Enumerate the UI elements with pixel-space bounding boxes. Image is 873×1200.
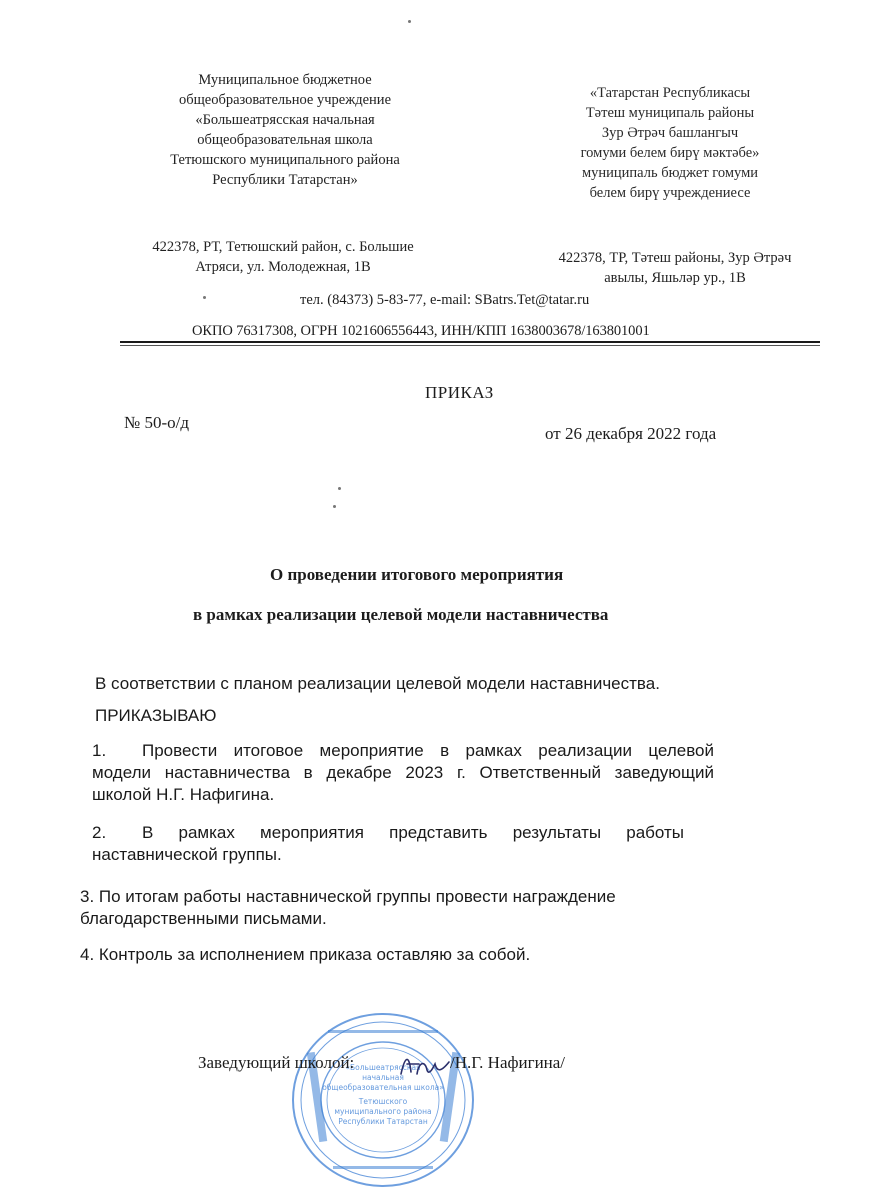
signature-label: Заведующий школой: [198,1053,355,1072]
header-right-line: Зур Әтрәч башлангыч [601,125,739,141]
header-left-line: общеобразовательная школа [197,132,373,148]
order-item-3 [80,886,616,930]
scan-speck [338,487,341,490]
order-item-number: 1. [92,741,107,760]
header-divider-thin [120,345,820,346]
order-item-1-line: модели наставничества в декабре 2023 г. Ответственный заведующий [92,763,714,782]
order-item-2-line [92,822,684,844]
document-date: от 26 декабря 2022 года [545,424,717,443]
document-number: № 50-о/д [124,413,190,432]
header-right-line: белем бирү учреждениесе [589,185,751,201]
contacts-line: тел. (84373) 5-83-77, e-mail: SBatrs.Tet@tatar.ru [300,292,590,308]
header-right-org-name [550,83,790,203]
header-left-line: общеобразовательное учреждение [178,92,392,108]
header-right-line: муниципаль бюджет гомуми [581,165,759,181]
header-left-line: Тетюшского муниципального района [170,152,400,168]
intro-paragraph: В соответствии с планом реализации целевой модели наставничества. [95,674,660,693]
address-right [525,248,825,288]
stamp-text-line: Республики Татарстан [338,1117,428,1126]
header-left-line: Республики Татарстан» [212,172,358,188]
address-left [118,237,448,277]
stamp-text-line: начальная [362,1073,404,1082]
header-left-line: Муниципальное бюджетное [198,72,372,88]
header-right-line: гомуми белем бирү мәктәбе» [580,145,760,161]
scan-speck [203,296,206,299]
order-item-2 [92,822,684,866]
address-left-line: Атряси, ул. Молодежная, 1В [195,259,371,275]
address-right-line: 422378, ТР, Тәтеш районы, Зур Әтрәч [558,250,792,266]
stamp-text-line: общеобразовательная школа» [322,1083,444,1092]
school-stamp [288,1010,478,1190]
order-item-2-line: наставнической группы. [92,845,282,864]
document-title: ПРИКАЗ [425,383,494,402]
order-item-1-line [92,740,714,762]
signatory-name: /Н.Г. Нафигина/ [450,1053,566,1072]
order-item-text: В рамках мероприятия представить результаты работы [142,823,684,842]
header-right-line: «Татарстан Республикасы [589,85,751,101]
order-item-1-line: школой Н.Г. Нафигина. [92,785,275,804]
address-left-line: 422378, РТ, Тетюшский район, с. Большие [152,239,414,255]
order-item-number: 2. [92,823,107,842]
header-left-line: «Большеатрясская начальная [195,112,375,128]
stamp-text-line: муниципального района [334,1107,432,1116]
registration-codes: ОКПО 76317308, ОГРН 1021606556443, ИНН/КПП 1638003678/163801001 [192,323,650,339]
order-item-text: Провести итоговое мероприятие в рамках реализации целевой [142,741,714,760]
order-word: ПРИКАЗЫВАЮ [95,706,217,725]
order-item-3-line: 3. По итогам работы наставнической группы провести награждение [80,887,616,906]
stamp-text-line: «Большеатрясская [345,1063,421,1072]
header-left-org-name [120,70,450,190]
scan-speck [408,20,411,23]
order-item-3-line: благодарственными письмами. [80,909,327,928]
header-right-line: Тәтеш муниципаль районы [585,105,755,121]
handwritten-signature [395,1050,455,1080]
order-heading-line1: О проведении итогового мероприятия [270,565,564,584]
order-item-4: 4. Контроль за исполнением приказа оставляю за собой. [80,945,531,964]
scan-speck [333,505,336,508]
address-right-line: авылы, Яшьләр ур., 1В [604,270,746,286]
stamp-text-line: Тетюшского [358,1097,408,1106]
order-heading-line2: в рамках реализации целевой модели наставничества [193,605,609,624]
header-divider-thick [120,341,820,343]
order-item-1 [92,740,714,806]
